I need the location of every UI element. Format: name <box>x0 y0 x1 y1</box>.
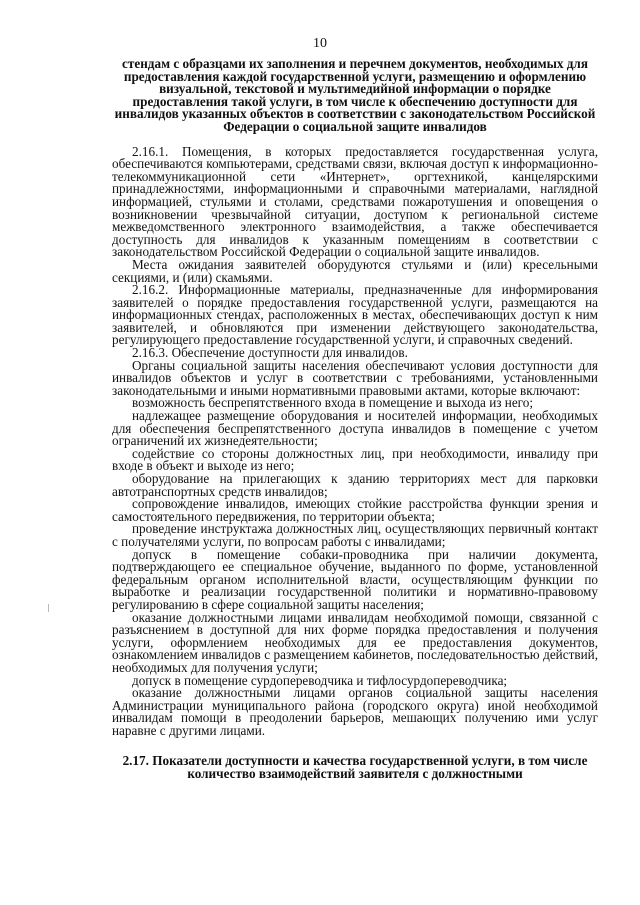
paragraph-2-16-2: 2.16.2. Информационные материалы, предназначенные для информирования заявителей о порядке предоставления государственной услуги, размещаются на информационных стендах, расположенных в местах, обеспечивающих доступ к ним заявителей, и обновляются при изменении действующего законодательства, регулирующего предоставление государственной услуги, и справочных сведений. <box>112 282 598 348</box>
list-item: оказание должностными лицами инвалидам необходимой помощи, связанной с разъяснением в доступной для них форме порядка предоставления и получения услуги, оформлением необходимых для ее предоставления документов, ознакомлением инвалидов с размещением кабинетов, последовательностью действий, необходимых для получения услуги; <box>112 609 598 675</box>
next-section-heading: 2.17. Показатели доступности и качества государственной услуги, в том числе количество взаимодействий заявителя с должностными <box>122 753 588 782</box>
list-item: оказание должностными лицами органов социальной защиты населения Администрации муниципального района (городского округа) иной необходимой инвалидам помощи в преодолении барьеров, мешающих получению ими услуг наравне с другими лицами. <box>112 685 598 738</box>
list-item: содействие со стороны должностных лиц, при необходимости, инвалиду при входе в объект и выходе из него; <box>112 445 598 474</box>
list-item: оборудование на прилегающих к зданию территориях мест для парковки автотранспортных средств инвалидов; <box>112 471 598 499</box>
page-number: 10 <box>313 36 327 51</box>
list-item: допуск в помещение сурдопереводчика и тифлосурдопереводчика; <box>132 672 508 688</box>
list-item: сопровождение инвалидов, имеющих стойкие расстройства функции зрения и самостоятельного передвижения, по территории объекта; <box>112 496 598 524</box>
list-item: допуск в помещение собаки-проводника при наличии документа, подтверждающего ее специальное обучение, выданного по форме, установленной федеральным органом исполнительной власти, осуществляющим функции по выработке и реализации государственной политики и нормативно-правовому регулированию в сфере социальной защиты населения; <box>112 546 598 612</box>
list-item: возможность беспрепятственного входа в помещение и выхода из него; <box>132 395 534 411</box>
section-heading: стендам с образцами их заполнения и перечнем документов, необходимых для предоставления каждой государственной услуги, размещению и оформлению визуальной, текстовой и мультимедийной информации о порядке предоставления такой услуги, в том числе к обеспечению доступности для инвалидов указанных объектов в соответствии с законодательством Российской Федерации о социальной защите инвалидов <box>114 56 596 134</box>
paragraph-accessibility-intro: Органы социальной защиты населения обеспечивают условия доступности для инвалидов объектов и услуг в соответствии с требованиями, установленными законодательными и иными нормативными правовыми актами, которые включают: <box>112 357 598 398</box>
paragraph-2-16-1: 2.16.1. Помещения, в которых предоставляется государственная услуга, обеспечиваются компьютерами, средствами связи, включая доступ к информационно-телекоммуникационной сети «Интернет», оргтехникой, канцелярскими принадлежностями, информационными и справочными материалами, наглядной информацией, стульями и столами, средствами пожаротушения и оповещения о возникновении чрезвычайной ситуации, доступом к региональной системе межведомственного электронного взаимодействия, а также обеспечивается доступность для инвалидов к указанным помещениям в соответствии с законодательством Российской Федерации о социальной защите инвалидов. <box>112 143 598 260</box>
list-item: надлежащее размещение оборудования и носителей информации, необходимых для обеспечения беспрепятственного доступа инвалидов в помещение с учетом ограничений их жизнедеятельности; <box>112 408 598 449</box>
margin-mark <box>48 604 49 612</box>
document-body <box>112 58 598 781</box>
list-item: проведение инструктажа должностных лиц, осуществляющих первичный контакт с получателями услуги, по вопросам работы с инвалидами; <box>112 521 598 549</box>
paragraph-2-16-3: 2.16.3. Обеспечение доступности для инвалидов. <box>132 345 408 361</box>
paragraph-waiting-places: Места ожидания заявителей оборудуются стульями и (или) кресельными секциями, и (или) скамьями. <box>112 256 598 285</box>
